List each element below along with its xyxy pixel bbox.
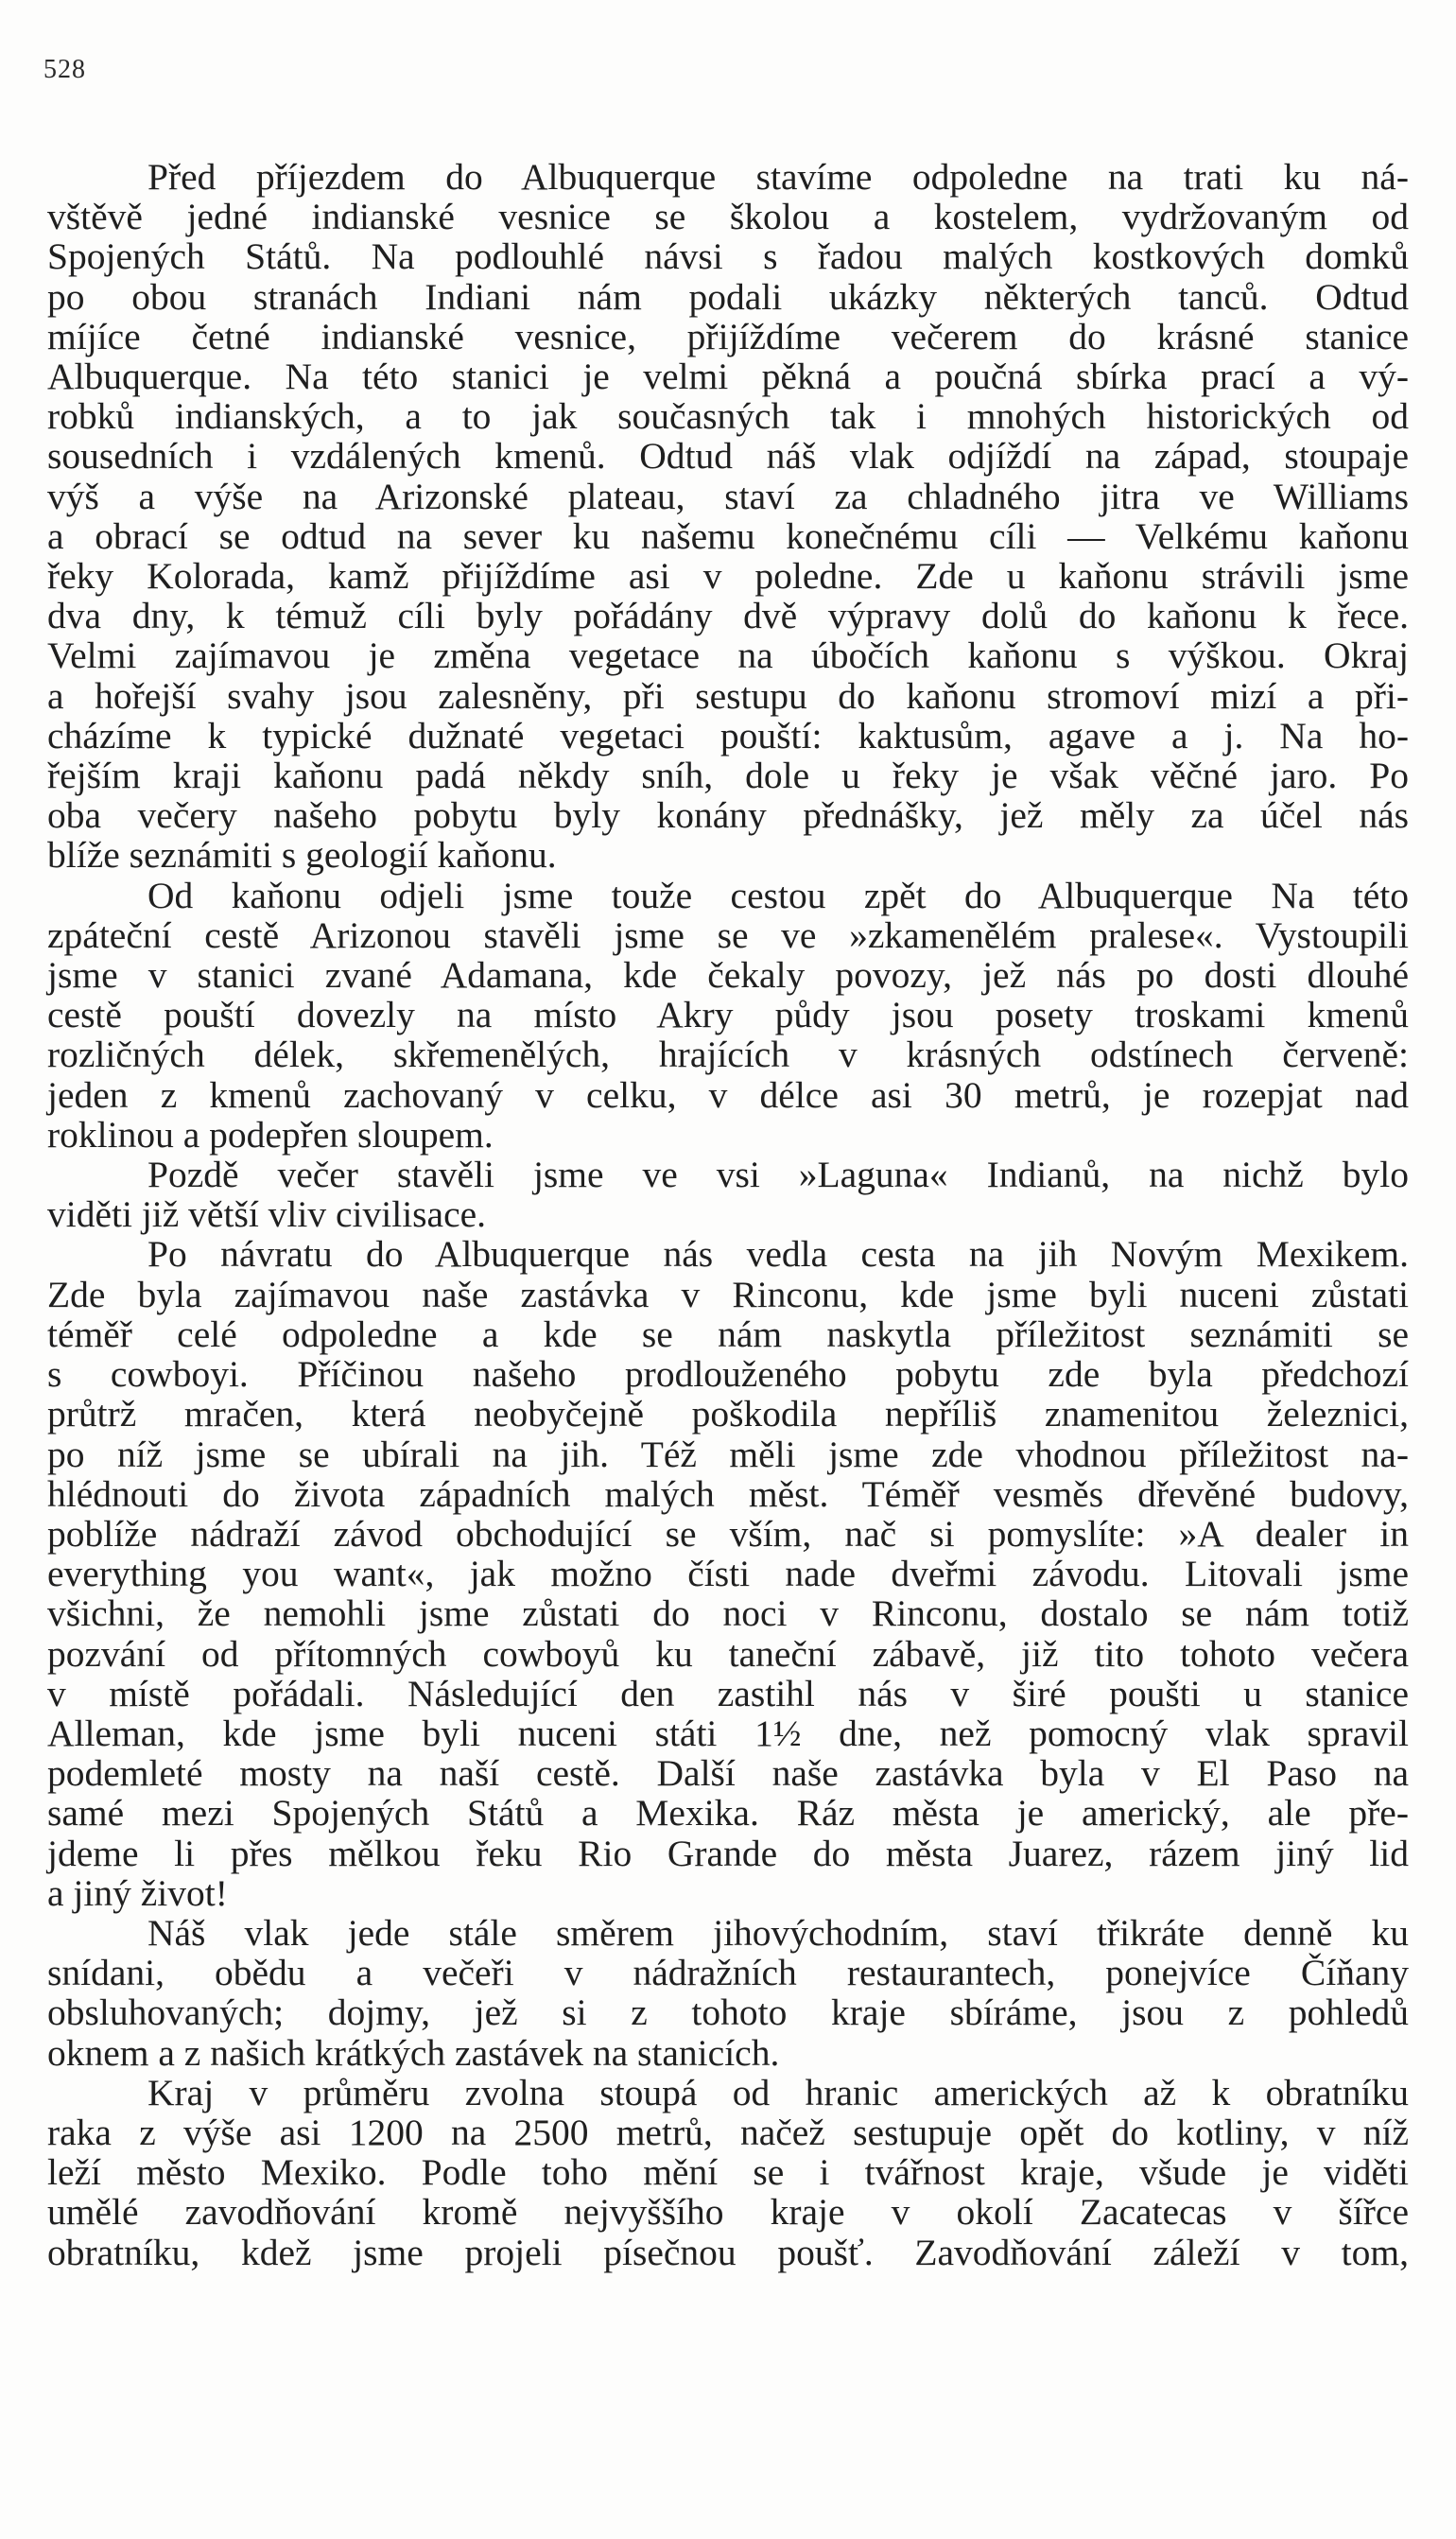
text-line: jsme v stanici zvané Adamana, kde čekaly povozy, jež nás po dosti dlouhé <box>47 954 1409 997</box>
text-line: cestě pouští dovezly na místo Akry půdy jsou posety troskami kmenů <box>47 994 1409 1036</box>
text-line: zpáteční cestě Arizonou stavěli jsme se ve »zkamenělém pralese«. Vystoupili <box>47 913 1409 956</box>
text-line: Před příjezdem do Albuquerque stavíme odpoledne na trati ku ná- <box>147 156 1409 198</box>
text-line: oknem a z našich krátkých zastávek na stanicích. <box>47 2031 780 2074</box>
text-line: dva dny, k témuž cíli byly pořádány dvě výpravy dolů do kaňonu k řece. <box>47 595 1409 637</box>
text-line: obratníku, kdež jsme projeli písečnou poušť. Zavodňování záleží v tom, <box>47 2231 1409 2273</box>
text-line: cházíme k typické dužnaté vegetaci pouští: kaktusům, agave a j. Na ho- <box>47 714 1409 756</box>
text-line: raka z výše asi 1200 na 2500 metrů, načež sestupuje opět do kotliny, v níž <box>47 2111 1409 2153</box>
text-line: viděti již větší vliv civilisace. <box>47 1193 487 1236</box>
text-line: Zde byla zajímavou naše zastávka v Rinconu, kde jsme byli nuceni zůstati <box>47 1273 1409 1315</box>
text-line: téměř celé odpoledne a kde se nám naskytla příležitost seznámiti se <box>47 1313 1409 1355</box>
text-line: Pozdě večer stavěli jsme ve vsi »Laguna« Indianů, na nichž bylo <box>147 1154 1409 1196</box>
text-line: oba večery našeho pobytu byly konány přednášky, jež měly za účel nás <box>47 794 1409 837</box>
text-line: průtrž mračen, která neobyčejně poškodila nepříliš znamenitou železnici, <box>47 1393 1409 1435</box>
text-line: výš a výše na Arizonské plateau, staví za chladného jitra ve Williams <box>47 475 1409 517</box>
text-line: a obrací se odtud na sever ku našemu konečnému cíli — Velkému kaňonu <box>47 514 1409 557</box>
page-number: 528 <box>43 55 86 84</box>
text-line: míjíce četné indianské vesnice, přijíždíme večerem do krásné stanice <box>47 315 1409 357</box>
text-line: s cowboyi. Příčinou našeho prodlouženého pobytu zde byla předchozí <box>47 1353 1409 1396</box>
text-line: po obou stranách Indiani nám podali ukázky některých tanců. Odtud <box>47 275 1409 318</box>
text-line: a hořejší svahy jsou zalesněny, při sestupu do kaňonu stromoví mizí a při- <box>47 674 1409 717</box>
text-line: a jiný život! <box>47 1871 228 1914</box>
text-line: řejším kraji kaňonu padá někdy sníh, dole u řeky je však věčné jaro. Po <box>47 755 1409 797</box>
text-line: pozvání od přítomných cowboyů ku taneční zábavě, již tito tohoto večera <box>47 1632 1409 1675</box>
text-line: roklinou a podepřen sloupem. <box>47 1113 494 1156</box>
paragraph <box>47 1913 1409 2073</box>
paragraph <box>47 1155 1409 1234</box>
text-line: obsluhovaných; dojmy, jež si z tohoto kraje sbíráme, jsou z pohledů <box>47 1991 1409 2034</box>
text-line: po níž jsme se ubírali na jih. Též měli jsme zde vhodnou příležitost na- <box>47 1433 1409 1475</box>
text-line: everything you want«, jak možno čísti nade dveřmi závodu. Litovali jsme <box>47 1553 1409 1595</box>
text-line: Albuquerque. Na této stanici je velmi pěkná a poučná sbírka prací a vý- <box>47 356 1409 398</box>
text-line: umělé zavodňování kromě nejvyššího kraje v okolí Zacatecas v šířce <box>47 2191 1409 2234</box>
text-line: vštěvě jedné indianské vesnice se školou a kostelem, vydržovaným od <box>47 196 1409 238</box>
paragraph <box>47 2073 1409 2272</box>
text-line: robků indianských, a to jak současných tak i mnohých historických od <box>47 395 1409 438</box>
paragraph <box>47 876 1409 1155</box>
text-line: leží město Mexiko. Podle toho mění se i tvářnost kraje, všude je viděti <box>47 2151 1409 2194</box>
text-line: Od kaňonu odjeli jsme touže cestou zpět do Albuquerque Na této <box>147 874 1409 916</box>
text-line: sousedních i vzdálených kmenů. Odtud náš vlak odjíždí na západ, stoupaje <box>47 435 1409 478</box>
text-line: Kraj v průměru zvolna stoupá od hranic amerických až k obratníku <box>147 2071 1409 2113</box>
text-line: blíže seznámiti s geologií kaňonu. <box>47 834 557 877</box>
text-line: všichni, že nemohli jsme zůstati do noci v Rinconu, dostalo se nám totiž <box>47 1592 1409 1635</box>
text-line: snídani, obědu a večeři v nádražních restaurantech, ponejvíce Číňany <box>47 1952 1409 1994</box>
text-line: jdeme li přes mělkou řeku Rio Grande do města Juarez, rázem jiný lid <box>47 1832 1409 1874</box>
text-line: podemleté mosty na naší cestě. Další naše zastávka byla v El Paso na <box>47 1752 1409 1795</box>
text-line: Alleman, kde jsme byli nuceni státi 1½ dne, než pomocný vlak spravil <box>47 1712 1409 1754</box>
text-line: v místě pořádali. Následující den zastihl nás v širé poušti u stanice <box>47 1672 1409 1714</box>
paragraph <box>47 157 1409 876</box>
text-line: Spojených Států. Na podlouhlé návsi s řadou malých kostkových domků <box>47 235 1409 278</box>
paragraph <box>47 1234 1409 1912</box>
text-line: rozličných délek, skřemenělých, hrajících v krásných odstínech červeně: <box>47 1034 1409 1076</box>
text-line: hlédnouti do života západních malých měst. Téměř vesměs dřevěné budovy, <box>47 1472 1409 1515</box>
text-line: Velmi zajímavou je změna vegetace na úbočích kaňonu s výškou. Okraj <box>47 635 1409 677</box>
text-line: Náš vlak jede stále směrem jihovýchodním, staví třikráte denně ku <box>147 1911 1409 1954</box>
text-line: jeden z kmenů zachovaný v celku, v délce asi 30 metrů, je rozepjat nad <box>47 1073 1409 1116</box>
text-line: Po návratu do Albuquerque nás vedla cesta na jih Novým Mexikem. <box>147 1233 1409 1276</box>
body-text <box>47 157 1409 2272</box>
text-line: poblíže nádraží závod obchodující se vším, nač si pomyslíte: »A dealer in <box>47 1512 1409 1555</box>
text-line: samé mezi Spojených Států a Mexika. Ráz města je americký, ale pře- <box>47 1792 1409 1835</box>
text-line: řeky Kolorada, kamž přijíždíme asi v poledne. Zde u kaňonu strávili jsme <box>47 555 1409 598</box>
